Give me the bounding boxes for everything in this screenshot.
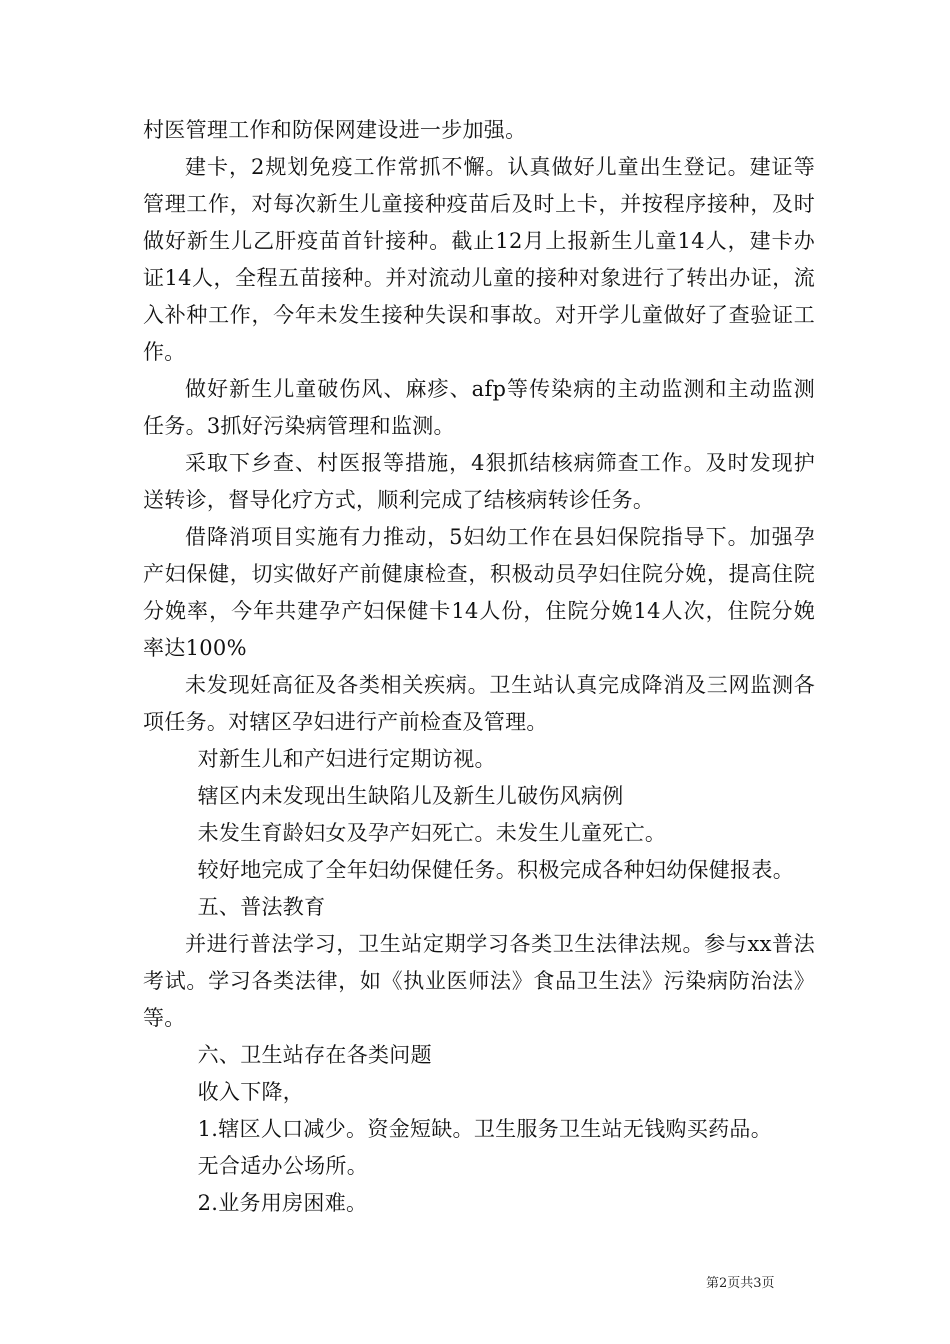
paragraph-4: 采取下乡查、村医报等措施，4狠抓结核病筛查工作。及时发现护送转诊，督导化疗方式，顺利完成了结核病转诊任务。 — [143, 451, 815, 512]
paragraph-6: 未发现妊高征及各类相关疾病。卫生站认真完成降消及三网监测各项任务。对辖区孕妇进行产前检查及管理。 — [143, 673, 815, 734]
paragraph-12: 并进行普法学习，卫生站定期学习各类卫生法律法规。参与xx普法考试。学习各类法律，如《执业医师法》食品卫生法》污染病防治法》等。 — [143, 932, 815, 1030]
paragraph-7: 对新生儿和产妇进行定期访视。 — [197, 747, 496, 771]
paragraph-2: 建卡，2规划免疫工作常抓不懈。认真做好儿童出生登记。建证等管理工作，对每次新生儿童接种疫苗后及时上卡，并按程序接种，及时做好新生儿乙肝疫苗首针接种。截止12月上报新生儿童14人，建卡办证14人，全程五苗接种。并对流动儿童的接种对象进行了转出办证，流入补种工作，今年未发生接种失误和事故。对开学儿童做好了查验证工作。 — [143, 155, 815, 364]
document-body — [143, 112, 815, 1222]
list-item-2: 2.业务用房困难。 — [197, 1191, 368, 1215]
list-item-1: 1.辖区人口减少。资金短缺。卫生服务卫生站无钱购买药品。 — [197, 1117, 773, 1141]
section-heading-6: 六、卫生站存在各类问题 — [197, 1043, 432, 1067]
section-heading-5: 五、普法教育 — [197, 895, 326, 919]
paragraph-3: 做好新生儿童破伤风、麻疹、afp等传染病的主动监测和主动监测任务。3抓好污染病管理和监测。 — [143, 377, 815, 438]
paragraph-16: 无合适办公场所。 — [197, 1154, 368, 1178]
paragraph-8: 辖区内未发现出生缺陷儿及新生儿破伤风病例 — [197, 784, 624, 808]
page-number: 第2页共3页 — [706, 1276, 775, 1291]
paragraph-9: 未发生育龄妇女及孕产妇死亡。未发生儿童死亡。 — [197, 821, 667, 845]
paragraph-14: 收入下降， — [197, 1080, 305, 1104]
paragraph-5: 借降消项目实施有力推动，5妇幼工作在县妇保院指导下。加强孕产妇保健，切实做好产前健康检查，积极动员孕妇住院分娩，提高住院分娩率，今年共建孕产妇保健卡14人份，住院分娩14人次，住院分娩率达100% — [143, 525, 815, 660]
paragraph-1: 村医管理工作和防保网建设进一步加强。 — [143, 118, 527, 142]
paragraph-10: 较好地完成了全年妇幼保健任务。积极完成各种妇幼保健报表。 — [197, 858, 794, 882]
